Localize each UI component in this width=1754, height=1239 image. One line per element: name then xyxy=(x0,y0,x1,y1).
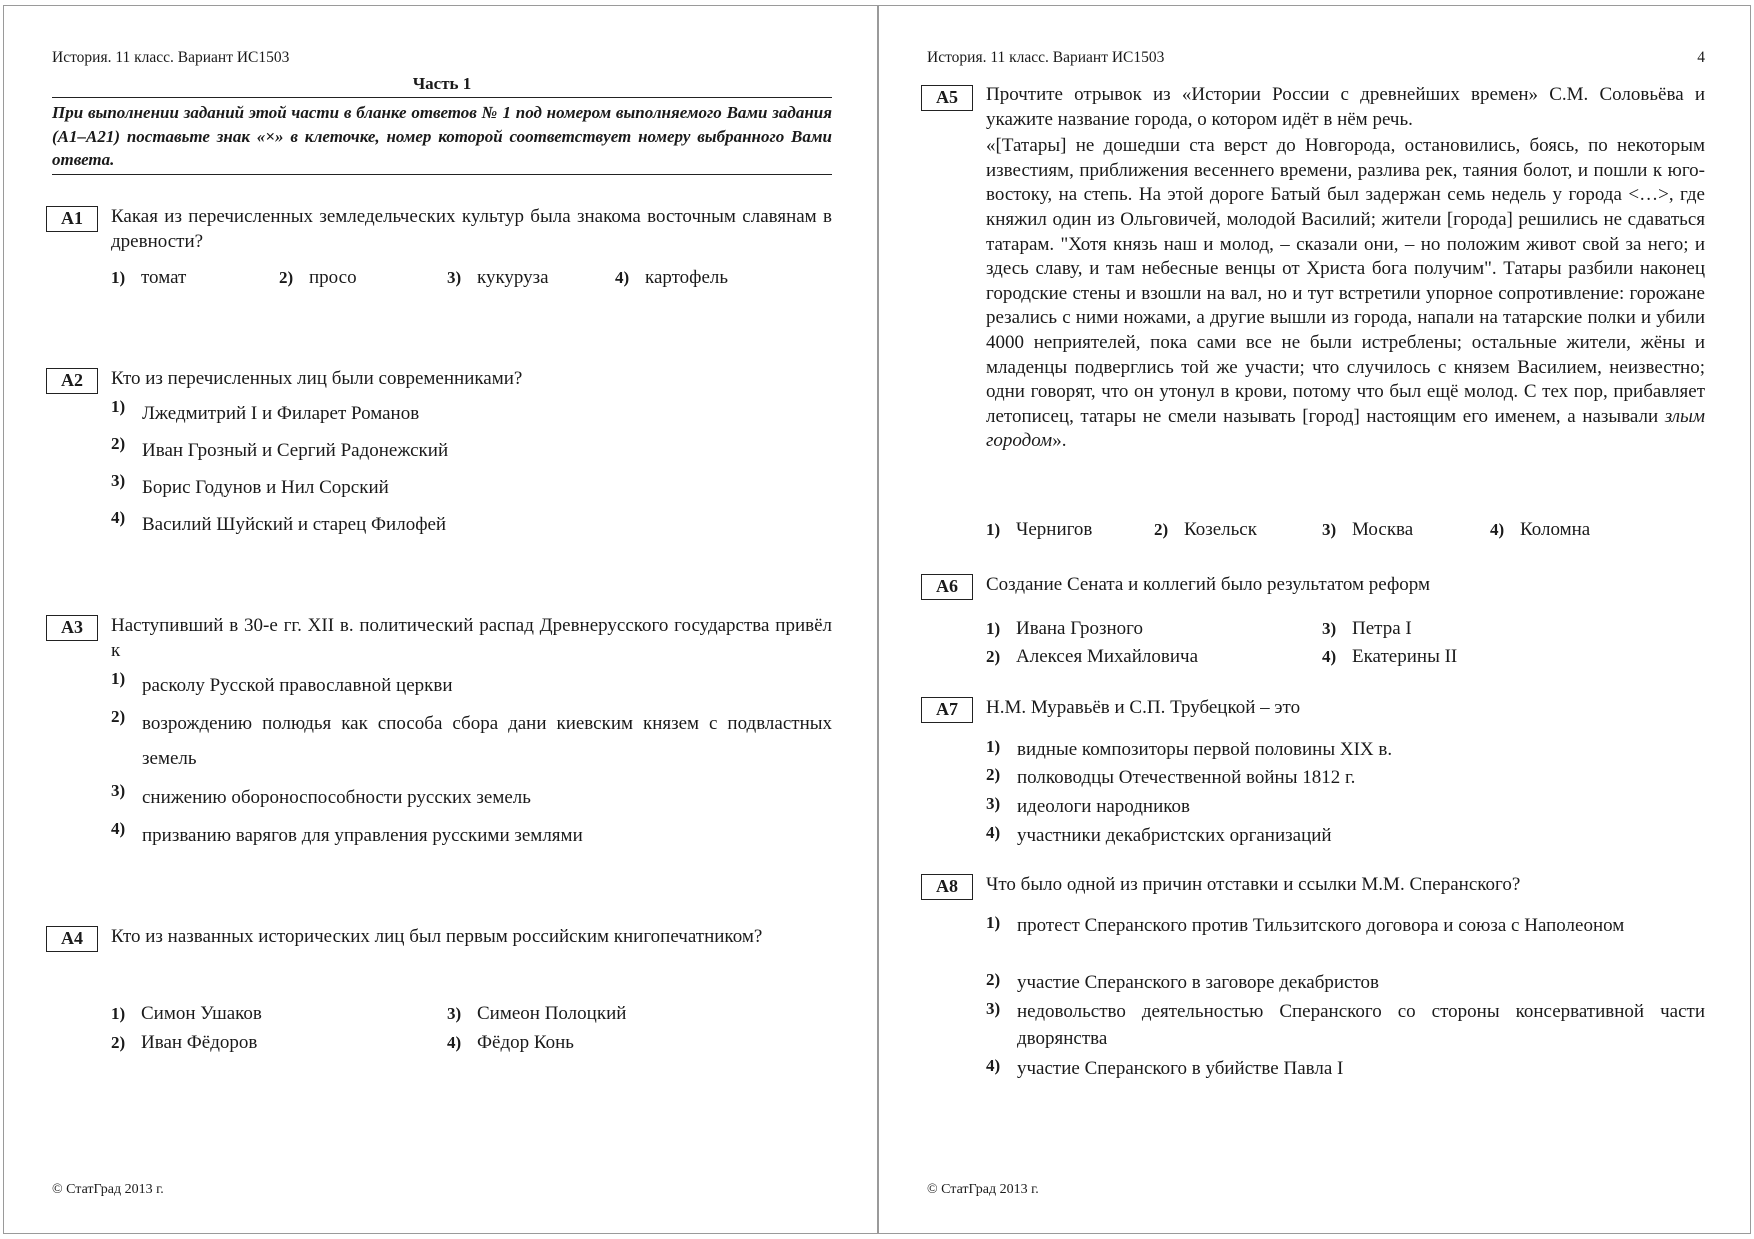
question-a4 xyxy=(52,924,832,949)
question-a2 xyxy=(52,366,832,391)
question-label: А6 xyxy=(921,574,973,600)
instruction-text: При выполнении заданий этой части в бланке ответов № 1 под номером выполняемого Вами задания (А1–А21) поставьте знак «×» в клеточке, номер которой соответствует номеру выбранного Вами ответа. xyxy=(52,97,832,175)
option-a1-1[interactable]: 1) томат xyxy=(111,267,187,288)
page-header xyxy=(927,49,1705,67)
option-a8-1[interactable]: 1) протест Сперанского против Тильзитского договора и союза с Наполеоном xyxy=(986,913,1625,936)
option-a5-3[interactable]: 3) Москва xyxy=(1322,519,1414,540)
option-a7-2[interactable]: 2) полководцы Отечественной войны 1812 г. xyxy=(986,765,1356,788)
option-a8-2[interactable]: 2) участие Сперанского в заговоре декабристов xyxy=(986,970,1379,993)
option-a6-2[interactable]: 2) Алексея Михайловича xyxy=(986,646,1199,667)
option-a4-3[interactable]: 3) Симеон Полоцкий xyxy=(447,1003,627,1024)
option-a1-2[interactable]: 2) просо xyxy=(279,267,357,288)
question-text: Какая из перечисленных земледельческих культур была знакома восточным славянам в древности? xyxy=(111,206,832,252)
question-text: Н.М. Муравьёв и С.П. Трубецкой – это xyxy=(986,697,1301,718)
option-a7-4[interactable]: 4) участники декабристских организаций xyxy=(986,823,1332,846)
option-a6-4[interactable]: 4) Екатерины II xyxy=(1322,646,1458,667)
option-a5-2[interactable]: 2) Козельск xyxy=(1154,519,1257,540)
header-title: История. 11 класс. Вариант ИС1503 xyxy=(52,49,290,66)
option-a4-4[interactable]: 4) Фёдор Конь xyxy=(447,1032,574,1053)
option-a2-1[interactable]: 1) Лжедмитрий I и Филарет Романов xyxy=(111,397,420,424)
option-a3-1[interactable]: 1) расколу Русской православной церкви xyxy=(111,669,453,696)
question-text: Наступивший в 30-е гг. XII в. политический распад Древнерусского государства привёл к xyxy=(111,615,832,661)
right-page xyxy=(878,5,1751,1234)
options-a6 xyxy=(986,618,1705,678)
question-text: Что было одной из причин отставки и ссылки М.М. Сперанского? xyxy=(986,874,1521,895)
option-a8-4[interactable]: 4) участие Сперанского в убийстве Павла I xyxy=(986,1056,1344,1079)
question-passage: «[Татары] не дошедши ста верст до Новгорода, остановились, боясь, по некоторым известиям, приближения весеннего времени, разлива рек, таяния болот, и пошли к юго-востоку, на степь. На этой дороге Батый был задержан семь недель у города <…>, где княжил один из Ольговичей, молодой Василий; жители [города] решились не сдаваться татарам. "Хотя князь наш и молод, – сказали они, – но положим живот свой за него; и здесь славу, и там небесные венцы от Христа бога получим". Татары разбили наконец городские стены и взошли на вал, но и тут встретили упорное сопротивление: горожане резались с ними ножами, а другие вышли из города, напали на татарские полки и убили 4000 неприятелей, пока сами все не были истреблены; остальные жители, жёны и младенцы подверглись той же участи; что случилось с князем Василием, неизвестно; одни говорят, что он утонул в крови, потому что был ещё молод. С тех пор, прибавляет летописец, татары не смели называть [город] настоящим его именем, а называли злым городом». xyxy=(986,135,1705,452)
option-a2-4[interactable]: 4) Василий Шуйский и старец Филофей xyxy=(111,508,447,535)
option-a2-3[interactable]: 3) Борис Годунов и Нил Сорский xyxy=(111,471,389,498)
option-a3-3[interactable]: 3) снижению обороноспособности русских земель xyxy=(111,781,531,808)
question-a3 xyxy=(52,613,832,663)
option-a5-4[interactable]: 4) Коломна xyxy=(1490,519,1591,540)
question-a6 xyxy=(927,572,1705,597)
header-title: История. 11 класс. Вариант ИС1503 xyxy=(927,49,1165,66)
left-page xyxy=(3,5,878,1234)
question-text: Кто из перечисленных лиц были современниками? xyxy=(111,368,523,389)
page-number: 4 xyxy=(1697,49,1705,66)
option-a7-1[interactable]: 1) видные композиторы первой половины XIX в. xyxy=(986,737,1393,760)
option-a8-3[interactable]: 3) недовольство деятельностью Сперанского со стороны консервативной части дворянства xyxy=(986,999,1705,1049)
question-a7 xyxy=(927,695,1705,720)
question-text: Кто из названных исторических лиц был первым российским книгопечатником? xyxy=(111,926,763,947)
question-a5 xyxy=(927,83,1705,454)
option-a6-3[interactable]: 3) Петра I xyxy=(1322,618,1412,639)
question-label: А5 xyxy=(921,85,973,111)
question-intro: Прочтите отрывок из «Истории России с древнейших времен» С.М. Соловьёва и укажите название города, о котором идёт в нём речь. xyxy=(986,84,1705,130)
question-label: А8 xyxy=(921,874,973,900)
page-footer: © СтатГрад 2013 г. xyxy=(927,1182,1039,1197)
option-a4-1[interactable]: 1) Симон Ушаков xyxy=(111,1003,262,1024)
page-footer: © СтатГрад 2013 г. xyxy=(52,1182,164,1197)
question-label: А2 xyxy=(46,368,98,394)
option-a6-1[interactable]: 1) Ивана Грозного xyxy=(986,618,1144,639)
page-header xyxy=(52,49,832,67)
option-a7-3[interactable]: 3) идеологи народников xyxy=(986,794,1191,817)
question-text: Создание Сената и коллегий было результатом реформ xyxy=(986,574,1431,595)
question-a8 xyxy=(927,872,1705,897)
options-a4 xyxy=(111,1003,832,1063)
part-title: Часть 1 xyxy=(412,74,472,93)
option-a3-2[interactable]: 2) возрождению полюдья как способа сбора дани киевским князем с подвластных земель xyxy=(111,707,832,769)
question-label: А7 xyxy=(921,697,973,723)
question-label: А4 xyxy=(46,926,98,952)
option-a4-2[interactable]: 2) Иван Фёдоров xyxy=(111,1032,258,1053)
option-a1-3[interactable]: 3) кукуруза xyxy=(447,267,549,288)
question-label: А3 xyxy=(46,615,98,641)
option-a2-2[interactable]: 2) Иван Грозный и Сергий Радонежский xyxy=(111,434,449,461)
option-a5-1[interactable]: 1) Чернигов xyxy=(986,519,1093,540)
option-a1-4[interactable]: 4) картофель xyxy=(615,267,729,288)
option-a3-4[interactable]: 4) призванию варягов для управления русскими землями xyxy=(111,819,583,846)
question-label: А1 xyxy=(46,206,98,232)
question-a1 xyxy=(52,204,832,254)
